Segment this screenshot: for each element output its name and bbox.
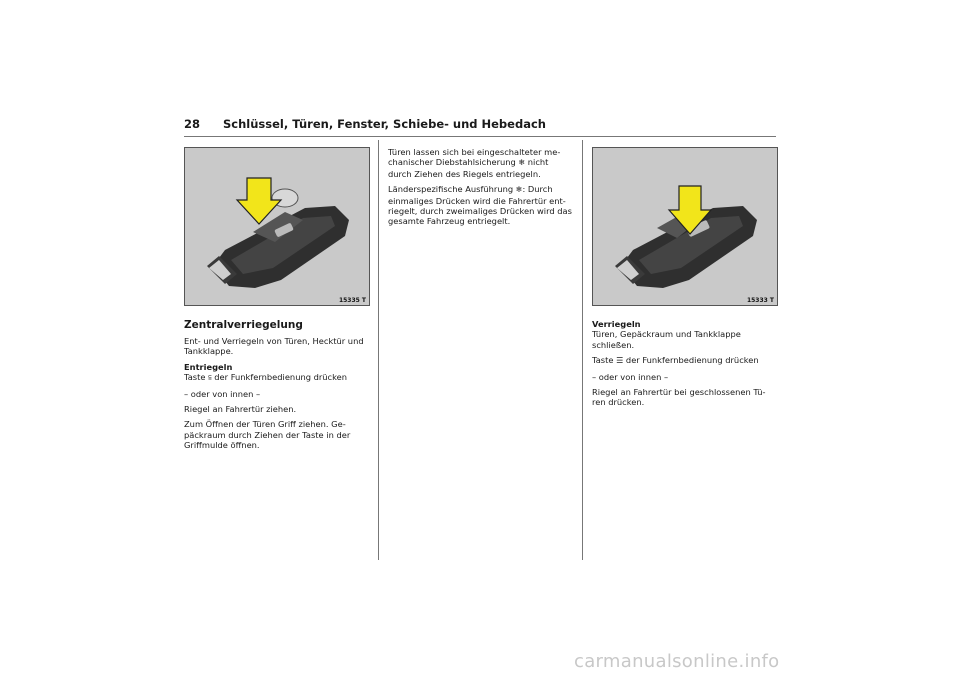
latch-text: Riegel an Fahrertür ziehen. (184, 404, 297, 415)
header-rule (184, 136, 776, 137)
figure-lock-key (592, 147, 778, 306)
watermark: carmanualsonline.info (574, 651, 780, 672)
column-divider-left (378, 140, 379, 560)
step-suffix: der Funkfernbedienung drücken (214, 372, 347, 383)
unlock-icon: ⫅ (208, 373, 212, 383)
section-heading: Zentralverriegelung (184, 319, 303, 331)
theft-protection-text (388, 147, 574, 179)
column-divider-right (582, 140, 583, 560)
unlock-step (184, 372, 370, 383)
p1-after: nicht durch Ziehen des Riegels entriegeln. (388, 157, 549, 179)
figure-code: 15335 T (338, 297, 366, 304)
alt-text: – oder von innen – (184, 388, 261, 399)
p2-before: Länderspezifische Ausführung (388, 184, 514, 195)
open-doors-text: Zum Öffnen der Türen Griff ziehen. Ge-päckraum durch Ziehen der Taste in der Griffmulde öffnen. (184, 419, 351, 451)
intro-text: Ent- und Verriegeln von Türen, Hecktür und Tankklappe. (184, 336, 364, 357)
lock-intro-text: Türen, Gepäckraum und Tankklappe schließen. (592, 329, 741, 350)
sub-heading-lock: Verriegeln (592, 319, 641, 329)
p2-after: : Durch einmaliges Drücken wird die Fahrertür ent-riegelt, durch zweimaliges Drücken wird das gesamte Fahrzeug entriegelt. (388, 184, 572, 227)
figure-code: 15333 T (746, 297, 774, 304)
lock-step (592, 355, 778, 366)
snowflake-icon: ❄ (518, 158, 526, 168)
country-version-text (388, 184, 574, 227)
step-prefix: Taste (184, 372, 206, 383)
sub-heading-unlock: Entriegeln (184, 361, 233, 372)
p1-before: Türen lassen sich bei eingeschalteter me-chanischer Diebstahlsicherung (388, 147, 561, 168)
middle-column (388, 147, 574, 232)
key-illustration (593, 148, 777, 305)
left-column (184, 319, 370, 456)
step-prefix: Taste (592, 355, 614, 366)
alt-text: – oder von innen – (592, 371, 669, 382)
key-illustration (185, 148, 369, 305)
lock-icon: ☰ (616, 356, 624, 366)
latch-text: Riegel an Fahrertür bei geschlossenen Tü-ren drücken. (592, 387, 766, 408)
step-suffix: der Funkfernbedienung drücken (625, 355, 759, 366)
figure-unlock-key (184, 147, 370, 306)
page-number: 28 (184, 117, 201, 131)
snowflake-icon: ❄ (515, 185, 523, 195)
page-title: Schlüssel, Türen, Fenster, Schiebe- und Hebedach (223, 117, 546, 131)
right-column (592, 319, 778, 413)
